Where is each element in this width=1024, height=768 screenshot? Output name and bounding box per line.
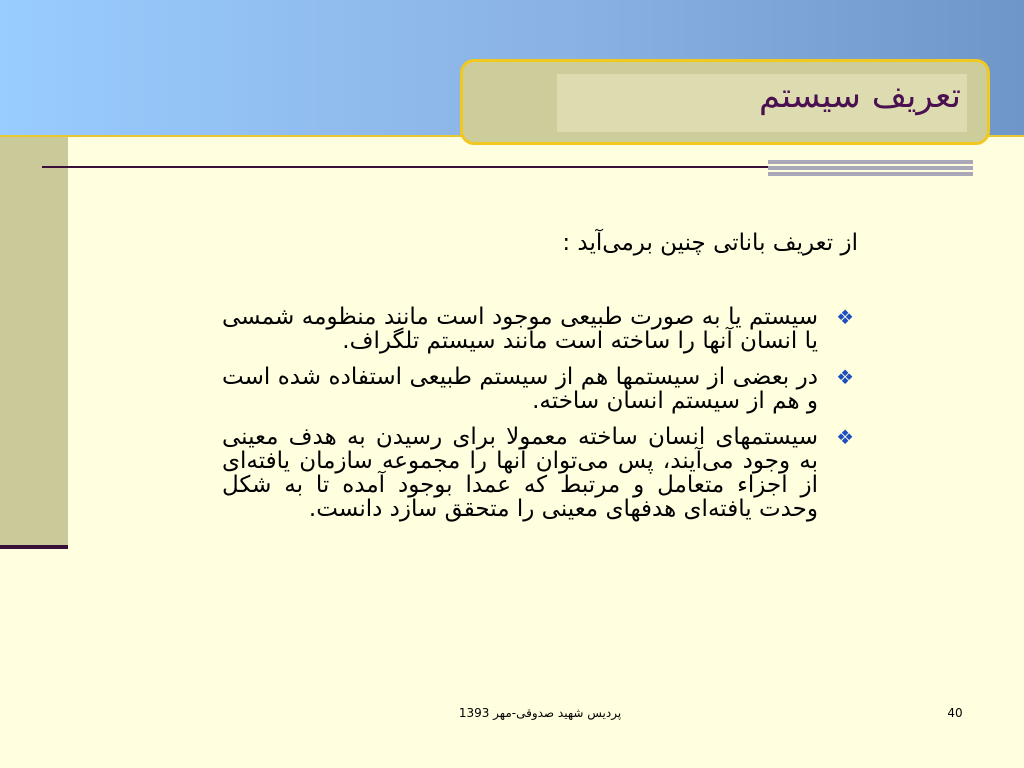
- bullet-text: سیستمهای انسان ساخته معمولا برای رسیدن به هدف معینی به وجود می‌آیند، پس می‌توان آنها را مجموعه سازمان یافته‌ای از اجزاء متعامل و مرتبط که عمدا بوجود آمده تا به شکل وحدت یافته‌ای هدفهای معینی را متحقق سازد دانست.: [222, 424, 818, 522]
- bullet-item: [222, 425, 854, 521]
- bullet-item: [222, 305, 854, 353]
- bullet-text: سیستم یا به صورت طبیعی موجود است مانند منظومه شمسی یا انسان آنها را ساخته است مانند سیستم تلگراف.: [222, 304, 818, 354]
- rule-accent-stripes: [768, 160, 973, 177]
- diamond-bullet-icon: ❖: [836, 425, 854, 449]
- intro-text: از تعریف باناتی چنین برمی‌آید :: [562, 230, 858, 256]
- footer-text: پردیس شهید صدوقی-مهر 1393: [458, 706, 622, 720]
- diamond-bullet-icon: ❖: [836, 305, 854, 329]
- slide-title: تعریف سیستم: [758, 76, 961, 116]
- side-bar: [0, 137, 68, 545]
- page-number: 40: [947, 706, 963, 720]
- bullet-item: [222, 365, 854, 413]
- bullet-list: [222, 305, 854, 533]
- diamond-bullet-icon: ❖: [836, 365, 854, 389]
- bullet-text: در بعضی از سیستمها هم از سیستم طبیعی استفاده شده است و هم از سیستم انسان ساخته.: [222, 364, 818, 414]
- title-box: [460, 59, 990, 145]
- side-divider: [0, 545, 68, 549]
